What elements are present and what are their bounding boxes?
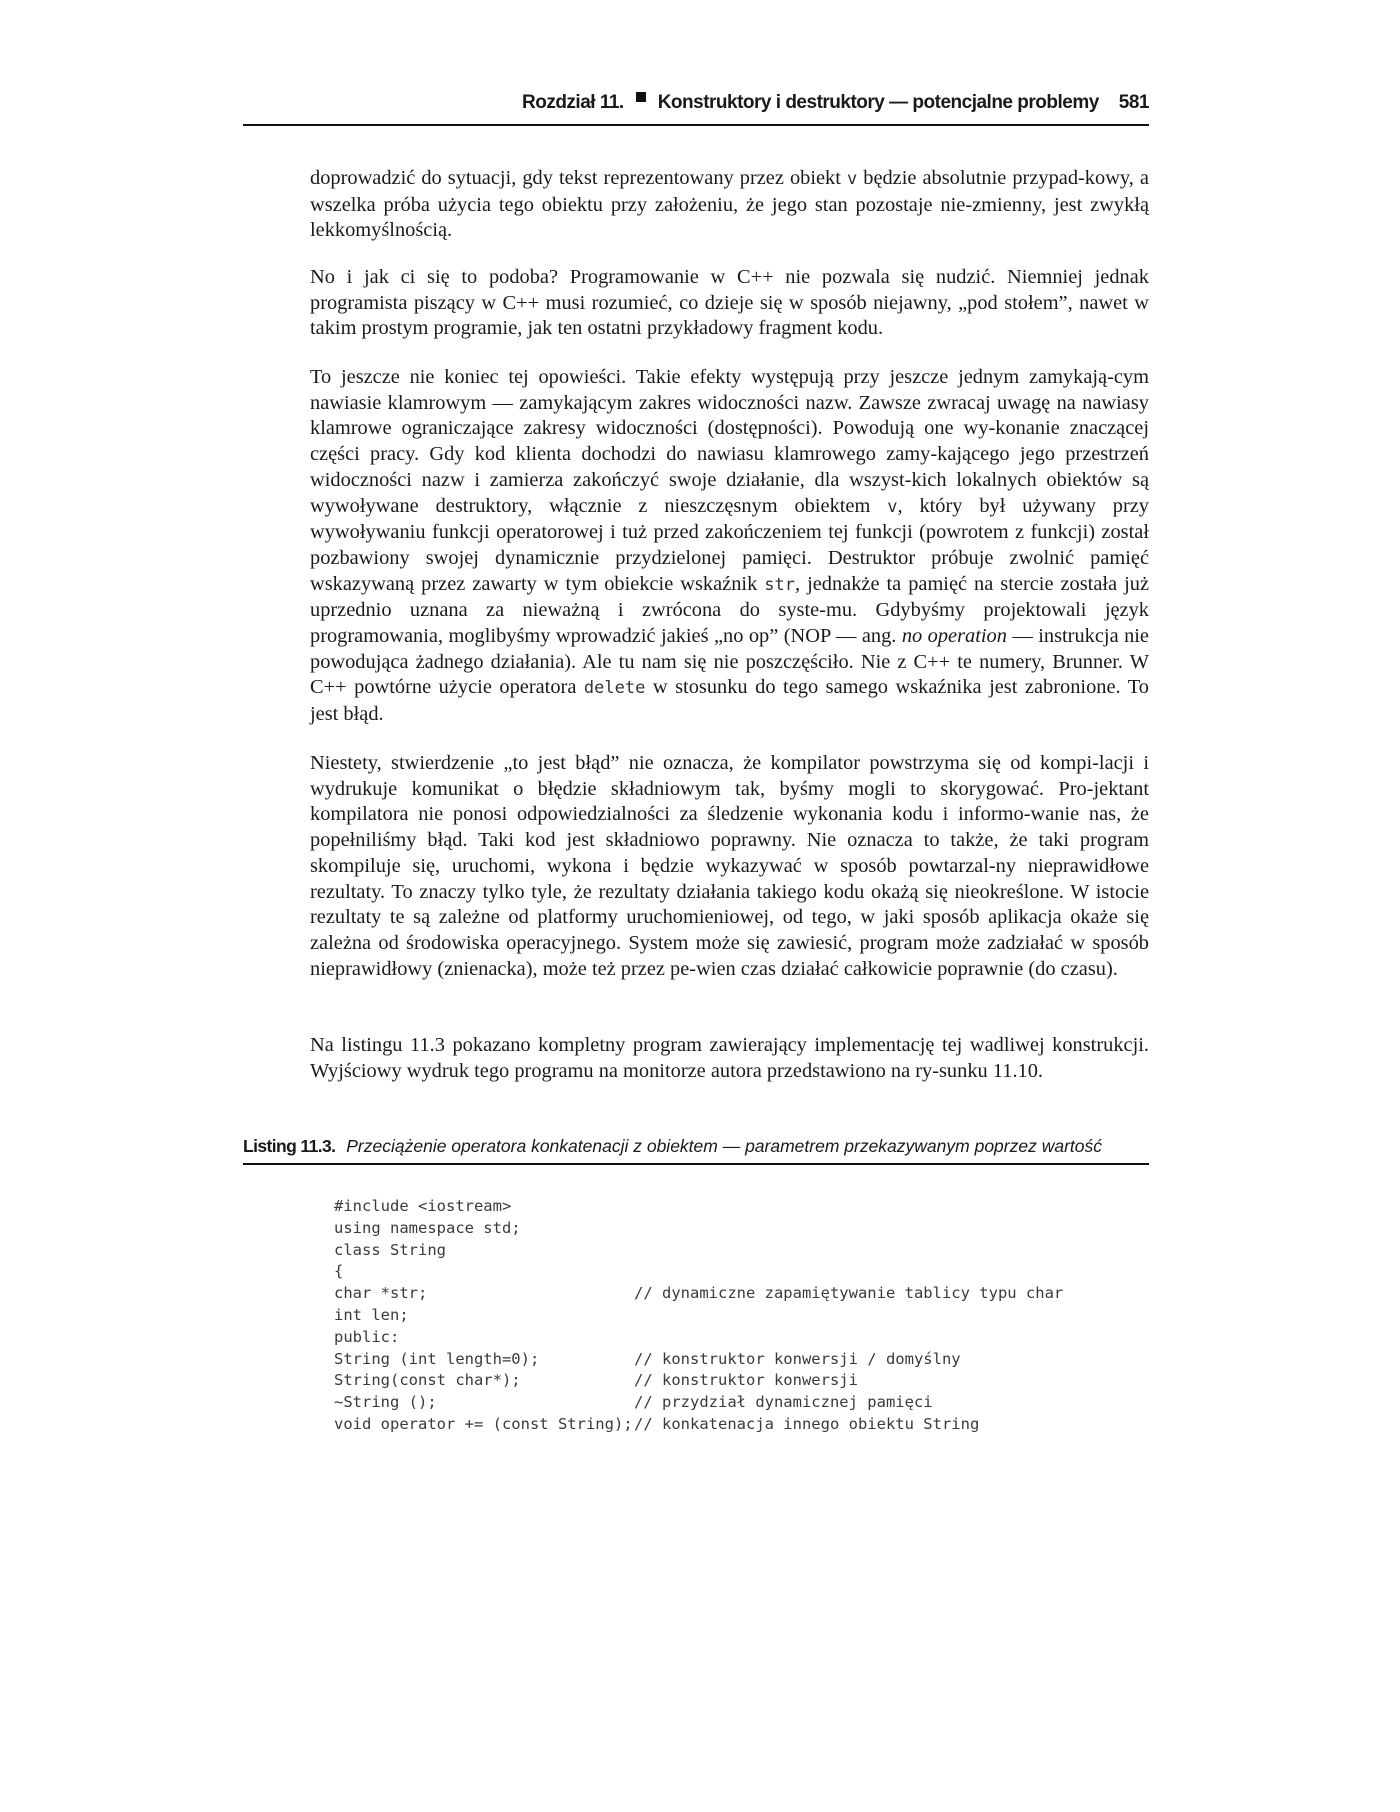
code-statement: #include <iostream> bbox=[334, 1197, 512, 1215]
text-run: Niestety, stwierdzenie „to jest błąd” nie oznacza, że kompilator powstrzyma się od kompi-lacji i wydrukuje komunikat o błędzie składniowym tak, byśmy mogli to skorygować. Pro-jektant kompilatora nie ponosi odpowiedzialności za śledzenie wykonania kodu i informo-wanie nas, że popełniliśmy błąd. Taki kod jest składniowo poprawny. Nie oznacza to także, że taki program skompiluje się, uruchomi, wykona i będzie wykazywać w sposób powtarzal-ny nieprawidłowe rezultaty. To znaczy tylko tyle, że rezultaty działania takiego kodu okażą się nieokreślone. W istocie rezultaty te są zależne od platformy uruchomieniowej, od tego, w jaki sposób aplikacja okaże się zależna od środowiska operacyjnego. System może się zawiesić, program może zadziałać w sposób nieprawidłowy (znienacka), może też przez pe-wien czas działać całkowicie poprawnie (do czasu). bbox=[310, 752, 1149, 980]
code-listing bbox=[334, 1196, 1134, 1436]
code-statement: class String bbox=[334, 1240, 446, 1259]
text-run: To jeszcze nie koniec tej opowieści. Takie efekty występują przy jeszcze jednym zamykają-cym nawiasie klamrowym — zamykającym zakres widoczności nazw. Zawsze zwracaj uwagę na nawiasy klamrowe ograniczające zakresy widoczności (dostępności). Powodują one wy-konanie znaczącej części pracy. Gdy kod klienta dochodzi do nawiasu klamrowego zamy-kającego jego przestrzeń widoczności nazw i zamierza zakończyć swoje działanie, dla wszyst-kich lokalnych obiektów są wywoływane destruktory, włącznie z nieszczęsnym obiektem bbox=[310, 366, 1149, 517]
paragraph-5 bbox=[310, 1033, 1149, 1084]
code-comment: // dynamiczne zapamiętywanie tablicy typu char bbox=[634, 1284, 1064, 1303]
text-run: doprowadzić do sytuacji, gdy tekst reprezentowany przez obiekt bbox=[310, 167, 847, 189]
emphasis: no operation bbox=[901, 625, 1007, 648]
code-comment: // konstruktor konwersji bbox=[634, 1371, 858, 1390]
inline-code: v bbox=[846, 169, 858, 189]
code-comment: // konkatenacja innego obiektu String bbox=[634, 1414, 980, 1433]
code-line bbox=[334, 1414, 1134, 1436]
code-comment: // przydział dynamicznej pamięci bbox=[634, 1393, 933, 1412]
text-run: — instrukcja nie powodująca żadnego działania). Ale tu nam się nie poszczęściło. Nie z C++ te numery, Brunner. W C++ powtórne użycie operatora bbox=[310, 625, 1149, 699]
code-statement: void operator += (const String); bbox=[334, 1414, 633, 1433]
text-run: będzie absolutnie przypad-kowy, a wszelka próba użycia tego obiektu przy założeniu, że jego stan pozostaje nie-zmienny, jest zwykłą lekkomyślnością. bbox=[310, 167, 1149, 242]
code-line bbox=[334, 1283, 1134, 1305]
code-line bbox=[334, 1327, 1134, 1349]
code-statement: { bbox=[334, 1262, 344, 1281]
code-line bbox=[334, 1196, 1134, 1218]
listing-caption-text: Przeciążenie operatora konkatenacji z obiektem — parametrem przekazywanym poprzez wartość bbox=[346, 1136, 1102, 1156]
code-line bbox=[334, 1261, 1134, 1283]
code-statement: using namespace std; bbox=[334, 1218, 521, 1237]
paragraph-3 bbox=[310, 365, 1149, 728]
inline-code: str bbox=[764, 574, 795, 595]
chapter-title: Konstruktory i destruktory — potencjalne problemy bbox=[657, 92, 1099, 113]
code-line bbox=[334, 1305, 1134, 1327]
code-statement: public: bbox=[334, 1327, 400, 1346]
running-header bbox=[243, 92, 1149, 126]
square-bullet-icon bbox=[636, 92, 646, 102]
code-line bbox=[334, 1218, 1134, 1240]
code-statement: int len; bbox=[334, 1305, 409, 1324]
paragraph-2 bbox=[310, 265, 1149, 342]
text-run: No i jak ci się to podoba? Programowanie w C++ nie pozwala się nudzić. Niemniej jednak programista piszący w C++ musi rozumieć, co dzieje się w sposób niejawny, „pod stołem”, nawet w takim prostym programie, jak ten ostatni przykładowy fragment kodu. bbox=[310, 266, 1149, 340]
page-number: 581 bbox=[1118, 92, 1149, 113]
text-run: w stosunku do tego samego wskaźnika jest zabronione. To jest błąd. bbox=[310, 676, 1149, 726]
paragraph-4 bbox=[310, 751, 1149, 982]
text-run: Na listingu 11.3 pokazano kompletny program zawierający implementację tej wadliwej konstrukcji. Wyjściowy wydruk tego programu na monitorze autora przedstawiono na ry-sunku 11.10. bbox=[310, 1034, 1149, 1082]
code-statement: char *str; bbox=[334, 1284, 428, 1303]
inline-code: v bbox=[887, 496, 898, 517]
text-run: , jednakże ta pamięć na stercie została już uprzednio uznana za nieważną i zwrócona do syste-mu. Gdybyśmy projektowali język programowania, moglibyśmy wprowadzić jakieś „no op” (NOP — ang. bbox=[310, 572, 1149, 648]
code-line bbox=[334, 1370, 1134, 1392]
inline-code: delete bbox=[583, 678, 646, 699]
code-comment: // konstruktor konwersji / domyślny bbox=[634, 1349, 961, 1368]
paragraph-1 bbox=[310, 166, 1149, 244]
text-run: , który był używany przy wywoływaniu funkcji operatorowej i tuż przed zakończeniem tej funkcji (powrotem z funkcji) został pozbawiony swojej dynamicznie przydzielonej pamięci. Destruktor próbuje zwolnić pamięć wskazywaną przez zawarty w tym obiekcie wskaźnik bbox=[310, 494, 1149, 595]
listing-caption bbox=[243, 1136, 1149, 1165]
code-line bbox=[334, 1392, 1134, 1414]
listing-label: Listing 11.3. bbox=[243, 1136, 336, 1156]
code-line bbox=[334, 1240, 1134, 1262]
code-statement: String(const char*); bbox=[334, 1371, 521, 1390]
code-line bbox=[334, 1349, 1134, 1371]
chapter-number: Rozdział 11. bbox=[522, 92, 624, 113]
code-statement: String (int length=0); bbox=[334, 1349, 540, 1368]
code-statement: ~String (); bbox=[334, 1393, 437, 1412]
